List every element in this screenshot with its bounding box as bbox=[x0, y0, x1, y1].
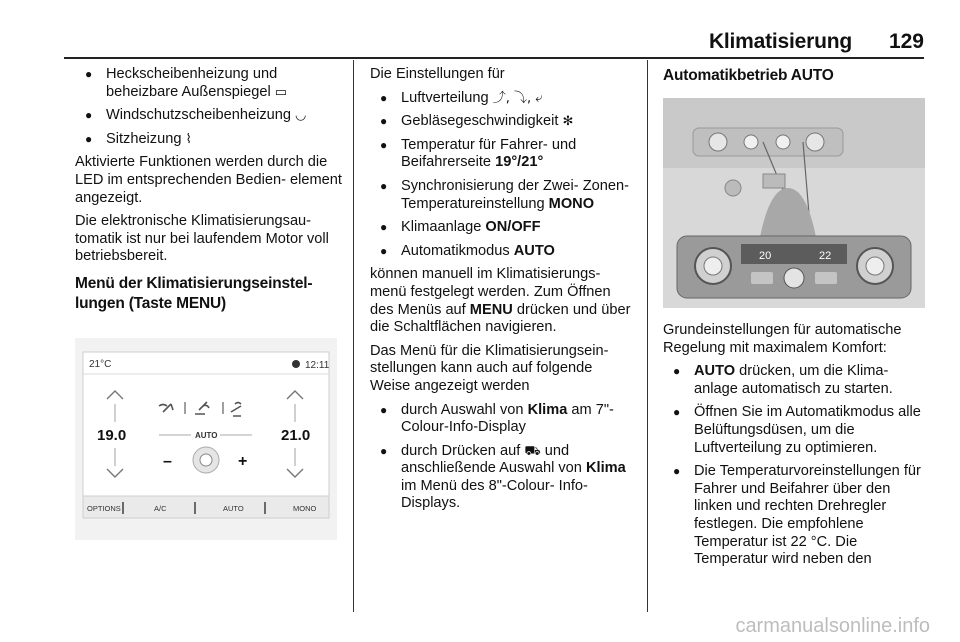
paragraph: Das Menü für die Klimatisierungsein- stellungen kann auch auf folgende Weise angezeigt werden bbox=[370, 342, 609, 394]
airflow-modes-icon: ⤴, ⤵, ⤶ bbox=[492, 90, 543, 106]
windshield-defrost-icon: ◡ bbox=[295, 108, 307, 124]
list-item: ● Gebläsegeschwindigkeit ✻ bbox=[370, 113, 636, 131]
auto-tab[interactable]: AUTO bbox=[223, 504, 244, 513]
outside-temp: 21°C bbox=[89, 359, 112, 370]
seat-heat-icon: ⌇ bbox=[185, 131, 192, 147]
list-item: ● Temperatur für Fahrer- und Beifahrerseite 19°/21° bbox=[370, 137, 636, 172]
watermark: carmanualsonline.info bbox=[735, 615, 930, 637]
paragraph: Die elektronische Klimatisierungsau- tomatik ist nur bei laufendem Motor voll betriebsbereit. bbox=[75, 213, 329, 265]
column-3-body bbox=[663, 322, 929, 575]
list-item: ● durch Auswahl von Klima am 7"- Colour-Info-Display bbox=[370, 402, 636, 437]
fan-icon: ✻ bbox=[562, 114, 574, 130]
paragraph: Die Einstellungen für bbox=[370, 66, 505, 82]
fan-decrease-button[interactable]: – bbox=[163, 453, 172, 470]
photo-left-temp: 20 bbox=[759, 250, 772, 262]
car-icon: ⛟ bbox=[524, 443, 541, 459]
column-1 bbox=[75, 66, 345, 326]
page-header bbox=[0, 30, 960, 54]
mono-tab[interactable]: MONO bbox=[293, 504, 317, 513]
list-item: ● Öffnen Sie im Automatikmodus alle Belüftungsdüsen, um die Luftverteilung zu optimieren. bbox=[663, 404, 929, 457]
chapter-title: Klimatisierung bbox=[708, 30, 852, 53]
column-3 bbox=[663, 66, 929, 98]
column-divider-2 bbox=[647, 60, 648, 612]
column-2 bbox=[370, 66, 636, 519]
list-item: ● Sitzheizung ⌇ bbox=[75, 131, 345, 149]
left-temp: 19.0 bbox=[97, 427, 127, 444]
photo-right-temp: 22 bbox=[819, 250, 832, 262]
section-heading: Menü der Klimatisierungseinstel- lungen (Taste MENU) bbox=[75, 274, 313, 312]
mode-label: AUTO bbox=[195, 431, 218, 440]
fan-icon bbox=[200, 454, 212, 466]
paragraph: können manuell im Klimatisierungs- menü festgelegt werden. Zum Öffnen des Menüs auf MENU drücken und über die Schaltflächen navigieren. bbox=[370, 266, 631, 336]
list-item: ● Heckscheibenheizung und beheizbare Außenspiegel ▭ bbox=[75, 66, 345, 101]
list-item: ● AUTO drücken, um die Klima- anlage automatisch zu starten. bbox=[663, 363, 929, 398]
list-item: ● Die Temperaturvoreinstellungen für Fahrer und Beifahrer über den linken und rechten Drehregler festlegen. Die empfohlene Temperatur ist 22 °C. Die Temperatur wird neben den bbox=[663, 463, 929, 569]
section-heading: Automatikbetrieb AUTO bbox=[663, 67, 834, 84]
page-number: 129 bbox=[888, 30, 924, 53]
paragraph: Grundeinstellungen für automatische Regelung mit maximalem Komfort: bbox=[663, 322, 902, 356]
fan-increase-button[interactable]: + bbox=[238, 453, 248, 470]
gear-icon bbox=[292, 360, 300, 368]
rear-defrost-icon: ▭ bbox=[274, 84, 288, 100]
ac-tab[interactable]: A/C bbox=[154, 504, 167, 513]
column-divider-1 bbox=[353, 60, 354, 612]
right-temp: 21.0 bbox=[281, 427, 311, 444]
list-item: ● Synchronisierung der Zwei- Zonen-Temperatureinstellung MONO bbox=[370, 178, 636, 213]
header-rule bbox=[64, 57, 924, 59]
list-item: ● Windschutzscheibenheizung ◡ bbox=[75, 107, 345, 125]
list-item: ● durch Drücken auf ⛟ und anschließende Auswahl von Klima im Menü des 8"-Colour- Info-Displays. bbox=[370, 443, 636, 513]
clock: 12:11 bbox=[305, 360, 330, 371]
paragraph: Aktivierte Funktionen werden durch die LED im entsprechenden Bedien- element angezeigt. bbox=[75, 154, 342, 206]
options-tab[interactable]: OPTIONS bbox=[87, 504, 121, 513]
climate-menu-screenshot bbox=[75, 338, 337, 540]
list-item: ● Automatikmodus AUTO bbox=[370, 243, 636, 261]
climate-panel-photo bbox=[663, 98, 925, 308]
list-item: ● Luftverteilung ⤴, ⤵, ⤶ bbox=[370, 90, 636, 108]
list-item: ● Klimaanlage ON/OFF bbox=[370, 219, 636, 237]
